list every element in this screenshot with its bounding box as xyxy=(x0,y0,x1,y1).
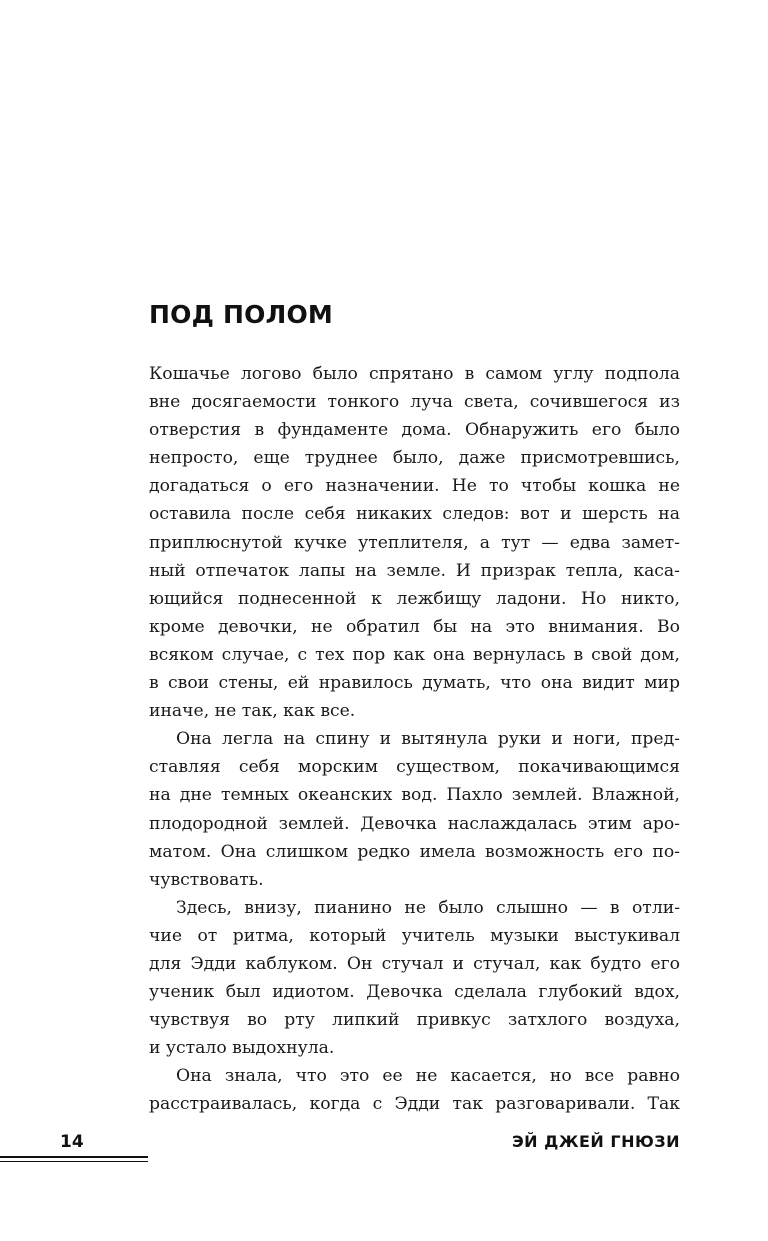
page-number: 14 xyxy=(60,1132,84,1152)
text-line: матом. Она слишком редко имела возможность его по- xyxy=(149,841,680,862)
text-line: Кошачье логово было спрятано в самом углу подпола xyxy=(149,364,680,384)
text-line: вне досягаемости тонкого луча света, сочившегося из xyxy=(149,392,680,413)
paragraph-2 xyxy=(149,725,680,894)
text-line: в свои стены, ей нравилось думать, что она видит мир xyxy=(149,673,680,694)
footer-rule xyxy=(0,1156,148,1158)
text-line: Она легла на спину и вытянула руки и ноги, пред- xyxy=(176,729,680,750)
paragraph-4 xyxy=(149,1062,680,1118)
text-line: непросто, еще труднее было, даже присмотревшись, xyxy=(149,448,680,469)
text-line: для Эдди каблуком. Он стучал и стучал, как будто его xyxy=(149,953,680,974)
text-line: всяком случае, с тех пор как она вернулась в свой дом, xyxy=(149,644,680,665)
page-footer xyxy=(0,1132,768,1172)
text-line: ный отпечаток лапы на земле. И призрак тепла, каса- xyxy=(149,560,680,581)
paragraph-1 xyxy=(149,360,680,725)
text-line: и устало выдохнула. xyxy=(149,1038,335,1059)
text-line: чувствуя во рту липкий привкус затхлого воздуха, xyxy=(149,1010,680,1031)
text-line: Здесь, внизу, пианино не было слышно — в отли- xyxy=(176,897,680,918)
text-line: расстраивалась, когда с Эдди так разговаривали. Так xyxy=(149,1094,680,1115)
text-line: ющийся поднесенной к лежбищу ладони. Но никто, xyxy=(149,588,680,609)
text-line: ученик был идиотом. Девочка сделала глубокий вдох, xyxy=(149,982,680,1003)
body-text xyxy=(149,360,680,1119)
text-line: Она знала, что это ее не касается, но все равно xyxy=(176,1066,680,1087)
text-line: на дне темных океанских вод. Пахло землей. Влажной, xyxy=(149,785,680,806)
chapter-title: ПОД ПОЛОМ xyxy=(149,300,334,329)
text-line: догадаться о его назначении. Не то чтобы кошка не xyxy=(149,476,680,497)
paragraph-3 xyxy=(149,894,680,1063)
text-line: чувствовать. xyxy=(149,869,264,890)
text-line: иначе, не так, как все. xyxy=(149,701,356,722)
text-line: приплюснутой кучке утеплителя, а тут — едва замет- xyxy=(149,532,680,553)
text-line: плодородной землей. Девочка наслаждалась этим аро- xyxy=(149,813,680,834)
running-head-author: ЭЙ ДЖЕЙ ГНЮЗИ xyxy=(511,1132,680,1151)
text-line: кроме девочки, не обратил бы на это внимания. Во xyxy=(149,616,680,637)
footer-rule-thin xyxy=(0,1161,148,1162)
text-line: чие от ритма, который учитель музыки выстукивал xyxy=(149,925,680,946)
text-line: оставила после себя никаких следов: вот и шерсть на xyxy=(149,504,680,525)
text-line: ставляя себя морским существом, покачивающимся xyxy=(149,757,680,778)
text-line: отверстия в фундаменте дома. Обнаружить его было xyxy=(149,420,680,441)
